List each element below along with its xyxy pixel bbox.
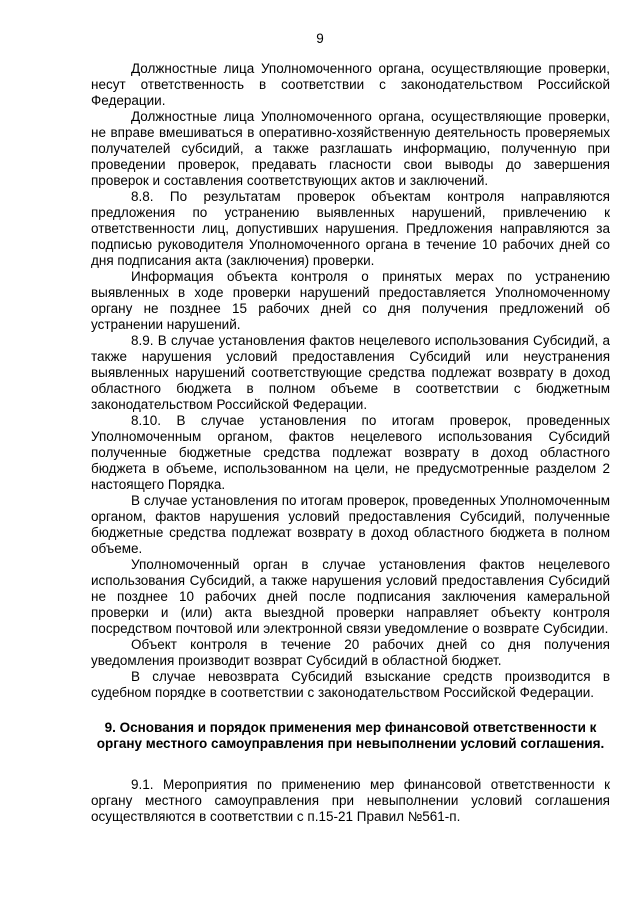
paragraph: Объект контроля в течение 20 рабочих дней со дня получения уведомления производит возврат Субсидий в областной бюджет. (91, 637, 610, 668)
paragraph: Должностные лица Уполномоченного органа, осуществляющие проверки, несут ответственность в соответствии с законодательством Российской Федерации. (91, 61, 610, 108)
section-heading: 9. Основания и порядок применения мер финансовой ответственности к органу местного самоуправления при невыполнении условий соглашения. (96, 720, 605, 751)
paragraph: В случае невозврата Субсидий взыскание средств производится в судебном порядке в соответствии с законодательством Российской Федерации. (91, 669, 610, 700)
paragraph: Должностные лица Уполномоченного органа, осуществляющие проверки, не вправе вмешиваться в оперативно-хозяйственную деятельность проверяемых получателей субсидий, а также разглашать информацию, полученную при проведении проверок, предавать гласности свои выводы до завершения проверок и составления соответствующих актов и заключений. (91, 109, 610, 188)
paragraph: В случае установления по итогам проверок, проведенных Уполномоченным органом, фактов нарушения условий предоставления Субсидий, полученные бюджетные средства подлежат возврату в доход областного бюджета в полном объеме. (91, 493, 610, 556)
paragraph: 8.9. В случае установления фактов нецелевого использования Субсидий, а также нарушения условий предоставления Субсидий или неустранения выявленных нарушений соответствующие средства подлежат возврату в доход областного бюджета в полном объеме в соответствии с бюджетным законодательством Российской Федерации. (91, 333, 610, 412)
paragraph: Информация объекта контроля о принятых мерах по устранению выявленных в ходе проверки нарушений предоставляется Уполномоченному органу не позднее 15 рабочих дней со дня получения предложений об устранении нарушений. (91, 269, 610, 332)
section-paragraph: 9.1. Мероприятия по применению мер финансовой ответственности к органу местного самоуправления при невыполнении условий соглашения осуществляются в соответствии с п.15-21 Правил №561-п. (91, 777, 610, 824)
paragraph: Уполномоченный орган в случае установления фактов нецелевого использования Субсидий, а также нарушения условий предоставления Субсидий не позднее 10 рабочих дней после подписания заключения камеральной проверки и (или) акта выездной проверки направляет объекту контроля посредством почтовой или электронной связи уведомление о возврате Субсидии. (91, 557, 610, 636)
paragraph: 8.10. В случае установления по итогам проверок, проведенных Уполномоченным органом, фактов нецелевого использования Субсидий полученные бюджетные средства подлежат возврату в доход областного бюджета в объеме, использованном на цели, не предусмотренные разделом 2 настоящего Порядка. (91, 413, 610, 492)
paragraph: 8.8. По результатам проверок объектам контроля направляются предложения по устранению выявленных нарушений, привлечению к ответственности лиц, допустивших нарушения. Предложения направляются за подписью руководителя Уполномоченного органа в течение 10 рабочих дней со дня подписания акта (заключения) проверки. (91, 189, 610, 268)
page-number: 9 (316, 31, 324, 46)
document-body (91, 61, 610, 825)
